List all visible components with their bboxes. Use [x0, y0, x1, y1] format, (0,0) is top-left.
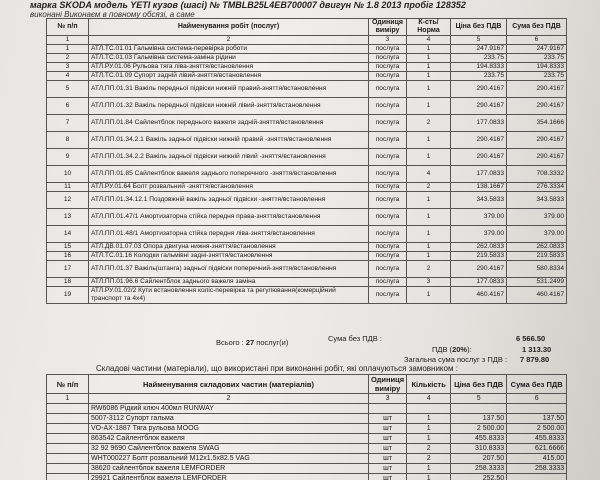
total-count: 27	[245, 338, 255, 347]
row-number: 2	[47, 54, 89, 63]
works-table	[46, 18, 567, 304]
row-name: АТЛ.ТС.01.16 Колодки гальмівні задні-зняття/встановлення	[89, 252, 369, 261]
row-name: АТЛ.РУ.01.64 Болт розвальний -зняття/встановлення	[89, 183, 369, 192]
colnum: 3	[369, 394, 407, 404]
parts-row	[47, 474, 567, 480]
works-colnum-row	[47, 36, 567, 45]
row-number: 17	[47, 261, 89, 278]
row-price: 177.0833	[451, 115, 507, 132]
works-row	[47, 278, 567, 287]
row-name: АТЛ.ПП.01.48/1 Амортизаторна стійка передня ліва-зняття/встановлення	[89, 226, 369, 243]
row-name: АТЛ.ПП.01.96.6 Сайлентблок заднього важеля заміна	[89, 278, 369, 287]
row-sum: 137.50	[507, 414, 567, 424]
row-number: 14	[47, 226, 89, 243]
sum-without-vat	[328, 334, 382, 343]
row-unit: послуга	[369, 63, 407, 72]
parts-col-header-qty: Кількість	[407, 375, 451, 394]
row-name: АТЛ.РУ.01.06 Рульова тяга ліва-зняття/встановлення	[89, 63, 369, 72]
row-price: 310.8333	[451, 444, 507, 454]
works-row	[47, 63, 567, 72]
works-row	[47, 226, 567, 243]
colnum: 5	[451, 36, 507, 45]
row-price	[451, 404, 507, 414]
row-name: 5007-3112 Супорт гальма	[89, 414, 369, 424]
works-row	[47, 115, 567, 132]
row-unit: послуга	[369, 81, 407, 98]
row-qty: 1	[407, 474, 451, 480]
works-row	[47, 81, 567, 98]
row-number: 19	[47, 287, 89, 304]
row-unit: послуга	[369, 115, 407, 132]
row-name: АТЛ.ТС.01.03 Гальмівна система-заміна рідини	[89, 54, 369, 63]
row-price: 290.4167	[451, 81, 507, 98]
row-unit: послуга	[369, 243, 407, 252]
row-qty: 2	[407, 261, 451, 278]
row-name: 29921 Сайлентблок важеля LEMFORDER	[89, 474, 369, 480]
row-sum: 290.4167	[507, 149, 567, 166]
row-qty: 1	[407, 252, 451, 261]
parts-row	[47, 454, 567, 464]
row-number: 1	[47, 45, 89, 54]
row-price: 207.50	[451, 454, 507, 464]
row-sum: 290.4167	[507, 81, 567, 98]
row-name: АТЛ.ПП.01.31 Важіль передньої підвіски нижній правий-зняття/встановлення	[89, 81, 369, 98]
row-qty: 2	[407, 115, 451, 132]
works-row	[47, 192, 567, 209]
grand-total-value	[520, 355, 549, 364]
row-unit: шт	[369, 414, 407, 424]
row-unit: шт	[369, 444, 407, 454]
row-price: 290.4167	[451, 261, 507, 278]
row-price: 137.50	[451, 414, 507, 424]
works-row	[47, 261, 567, 278]
row-name: АТЛ.ПП.01.85 Сайлентблок важеля заднього поперечного -зняття/встановлення	[89, 166, 369, 183]
col-header-sum: Сума без ПДВ	[507, 19, 567, 36]
parts-row	[47, 434, 567, 444]
row-price: 138.1667	[451, 183, 507, 192]
row-number	[47, 444, 89, 454]
row-qty: 3	[407, 278, 451, 287]
row-name: АТЛ.ТС.01.01 Гальмівна система-перевірка роботи	[89, 45, 369, 54]
row-qty	[407, 404, 451, 414]
total-label: Всього :	[216, 338, 244, 347]
row-number	[47, 414, 89, 424]
row-name: АТЛ.ПП.01.34.2.1 Важіль задньої підвіски нижній правий -зняття/встановлення	[89, 132, 369, 149]
row-number	[47, 464, 89, 474]
row-price: 258.3333	[451, 464, 507, 474]
works-row	[47, 149, 567, 166]
row-sum: 219.5833	[507, 252, 567, 261]
row-sum: 708.3332	[507, 166, 567, 183]
row-unit: послуга	[369, 72, 407, 81]
parts-col-header-unit: Одиниця виміру	[369, 375, 407, 394]
row-name: АТЛ.ПП.01.32 Важіль передньої підвіски нижній лівий-зняття/встановлення	[89, 98, 369, 115]
grand-value-text: 7 879.80	[520, 355, 550, 364]
works-row	[47, 252, 567, 261]
row-number: 15	[47, 243, 89, 252]
row-sum: 343.5833	[507, 192, 567, 209]
row-sum: 276.3334	[507, 183, 567, 192]
col-header-qty: К-сть/Норма	[407, 19, 451, 36]
row-number: 9	[47, 149, 89, 166]
row-name: АТЛ.РУ.01.02/2 Кути встановлення коліс-перевірка та регулювання(комерційний транспорт та 4х4)	[89, 287, 369, 304]
row-qty: 1	[407, 192, 451, 209]
row-price: 177.0833	[451, 166, 507, 183]
row-unit: послуга	[369, 45, 407, 54]
row-sum: 262.0833	[507, 243, 567, 252]
works-row	[47, 98, 567, 115]
sum-value	[516, 334, 545, 343]
works-row	[47, 287, 567, 304]
parts-body	[47, 404, 567, 480]
row-sum: 194.8333	[507, 63, 567, 72]
row-number: 13	[47, 209, 89, 226]
row-number	[47, 434, 89, 444]
row-price: 247.9167	[451, 45, 507, 54]
row-price: 290.4167	[451, 149, 507, 166]
row-price: 177.0833	[451, 278, 507, 287]
row-unit: послуга	[369, 209, 407, 226]
row-number: 12	[47, 192, 89, 209]
col-header-unit: Одиниця виміру	[369, 19, 407, 36]
parts-row	[47, 444, 567, 454]
sum-label: Сума без ПДВ :	[328, 334, 382, 343]
row-sum: 290.4167	[507, 132, 567, 149]
row-qty: 1	[407, 149, 451, 166]
row-number: 11	[47, 183, 89, 192]
vehicle-info-text: марка SKODA модель YETI кузов (шасі) № TMBLB25L4EB700007 двигун № 1.8 2013 пробіг 128352	[30, 0, 466, 10]
row-price: 252.50	[451, 474, 507, 480]
colnum: 6	[507, 36, 567, 45]
col-header-price: Ціна без ПДВ	[451, 19, 507, 36]
row-unit: послуга	[369, 149, 407, 166]
parts-table	[46, 374, 567, 480]
row-price: 262.0833	[451, 243, 507, 252]
row-qty: 1	[407, 226, 451, 243]
row-sum: 2 500.00	[507, 424, 567, 434]
parts-row	[47, 424, 567, 434]
row-name: АТЛ.ПП.01.47/1 Амортизаторна стійка передня права-зняття/встановлення	[89, 209, 369, 226]
row-price: 233.75	[451, 72, 507, 81]
row-price: 290.4167	[451, 98, 507, 115]
row-qty: 1	[407, 287, 451, 304]
row-qty: 1	[407, 45, 451, 54]
parts-section-title: Складові частини (матеріали), що використані при виконанні робіт, які оплачуються замовником :	[96, 364, 458, 373]
row-name: АТЛ.ПП.01.34.2.2 Важіль задньої підвіски нижній лівий -зняття/встановлення	[89, 149, 369, 166]
parts-row	[47, 464, 567, 474]
vat-rate: 20%	[452, 345, 468, 354]
row-unit: послуга	[369, 132, 407, 149]
works-row	[47, 45, 567, 54]
col-header-number: № п/п	[47, 19, 89, 36]
colnum: 4	[407, 36, 451, 45]
parts-colnum-row	[47, 394, 567, 404]
colnum: 2	[89, 394, 369, 404]
row-sum: 379.00	[507, 226, 567, 243]
parts-header-row	[47, 375, 567, 394]
row-price: 460.4167	[451, 287, 507, 304]
row-number: 10	[47, 166, 89, 183]
row-name: АТЛ.ДВ.01.07.03 Опора двигуна нижня-зняття/встановлення	[89, 243, 369, 252]
row-sum	[507, 404, 567, 414]
colnum: 2	[89, 36, 369, 45]
row-unit: послуга	[369, 98, 407, 115]
row-name: 32 92 9690 Сайлентблок важеля SWAG	[89, 444, 369, 454]
total-unit: послуг(и)	[256, 338, 289, 347]
row-unit: шт	[369, 454, 407, 464]
row-sum: 455.8333	[507, 434, 567, 444]
works-row	[47, 54, 567, 63]
works-row	[47, 209, 567, 226]
total-services	[216, 338, 288, 347]
row-sum	[507, 474, 567, 480]
row-sum: 258.3333	[507, 464, 567, 474]
colnum: 4	[407, 394, 451, 404]
row-price: 233.75	[451, 54, 507, 63]
row-qty: 2	[407, 454, 451, 464]
row-qty: 1	[407, 132, 451, 149]
row-name: 38620 сайлентблок важеля LEMFORDER	[89, 464, 369, 474]
row-unit: шт	[369, 474, 407, 480]
row-unit: послуга	[369, 278, 407, 287]
row-sum: 531.2499	[507, 278, 567, 287]
row-qty: 1	[407, 98, 451, 115]
row-sum: 460.4167	[507, 287, 567, 304]
row-number	[47, 404, 89, 414]
works-header-row	[47, 19, 567, 36]
parts-row	[47, 414, 567, 424]
row-price: 194.8333	[451, 63, 507, 72]
row-unit: шт	[369, 464, 407, 474]
vat-value	[522, 345, 551, 354]
colnum: 1	[47, 394, 89, 404]
row-unit: шт	[369, 424, 407, 434]
row-unit: послуга	[369, 226, 407, 243]
row-unit: послуга	[369, 54, 407, 63]
vat-value-text: 1 313.30	[522, 345, 552, 354]
parts-col-header-price: Ціна без ПДВ	[451, 375, 507, 394]
row-unit: послуга	[369, 192, 407, 209]
row-unit: послуга	[369, 287, 407, 304]
works-row	[47, 243, 567, 252]
row-name: АТЛ.ПП.01.37 Важіль(штанга) задньої підвіски поперечний-зняття/встановлення	[89, 261, 369, 278]
parts-col-header-sum: Сума без ПДВ	[507, 375, 567, 394]
row-sum: 379.00	[507, 209, 567, 226]
row-number	[47, 454, 89, 464]
colnum: 6	[507, 394, 567, 404]
row-name: VO-AX-1887 Тяга рульова MOOG	[89, 424, 369, 434]
row-unit: послуга	[369, 166, 407, 183]
row-sum: 354.1666	[507, 115, 567, 132]
row-price: 379.00	[451, 226, 507, 243]
row-unit: послуга	[369, 261, 407, 278]
colnum: 1	[47, 36, 89, 45]
row-price: 290.4167	[451, 132, 507, 149]
row-name: WHT000227 Болт розвальний M12x1.5x82.5 VAG	[89, 454, 369, 464]
row-price: 2 500.00	[451, 424, 507, 434]
row-unit: послуга	[369, 252, 407, 261]
sum-value-text: 6 566.50	[516, 334, 546, 343]
row-qty: 1	[407, 54, 451, 63]
row-sum: 233.75	[507, 54, 567, 63]
row-number: 18	[47, 278, 89, 287]
row-sum: 233.75	[507, 72, 567, 81]
parts-col-header-name: Найменування складових частин (матеріалів)	[89, 375, 369, 394]
row-number	[47, 474, 89, 480]
colnum: 3	[369, 36, 407, 45]
vat-line	[432, 345, 472, 354]
row-sum: 290.4167	[507, 98, 567, 115]
row-qty: 1	[407, 414, 451, 424]
row-price: 379.00	[451, 209, 507, 226]
row-qty: 1	[407, 72, 451, 81]
works-row	[47, 166, 567, 183]
works-row	[47, 72, 567, 81]
row-number: 16	[47, 252, 89, 261]
row-price: 219.5833	[451, 252, 507, 261]
row-unit: шт	[369, 434, 407, 444]
row-number: 3	[47, 63, 89, 72]
row-number	[47, 424, 89, 434]
row-price: 455.8333	[451, 434, 507, 444]
grand-total-line	[404, 355, 507, 364]
row-qty: 2	[407, 183, 451, 192]
vehicle-info-line	[30, 0, 466, 10]
row-sum: 580.8334	[507, 261, 567, 278]
vat-label: ПДВ (	[432, 345, 453, 354]
row-sum: 415.00	[507, 454, 567, 464]
row-qty: 1	[407, 424, 451, 434]
col-header-name: Найменування робіт (послуг)	[89, 19, 369, 36]
row-name: АТЛ.ТС.01.09 Супорт задній лівий-зняття/встановлення	[89, 72, 369, 81]
row-qty: 2	[407, 444, 451, 454]
row-unit	[369, 404, 407, 414]
row-qty: 1	[407, 464, 451, 474]
row-qty: 1	[407, 209, 451, 226]
row-number: 5	[47, 81, 89, 98]
grand-label: Загальна сума послуг з ПДВ :	[404, 355, 508, 364]
row-price: 343.5833	[451, 192, 507, 209]
row-sum: 621.6666	[507, 444, 567, 454]
row-name: RW6086 Рідкий ключ 400мл RUNWAY	[89, 404, 369, 414]
row-number: 4	[47, 72, 89, 81]
colnum: 5	[451, 394, 507, 404]
row-sum: 247.9167	[507, 45, 567, 54]
row-qty: 1	[407, 243, 451, 252]
works-row	[47, 183, 567, 192]
parts-col-header-number: № п/п	[47, 375, 89, 394]
row-number: 8	[47, 132, 89, 149]
row-name: АТЛ.ПП.01.34.12.1 Поздовжній важіль задньої підвіски -зняття/встановлення	[89, 192, 369, 209]
works-row	[47, 132, 567, 149]
row-qty: 1	[407, 434, 451, 444]
row-qty: 1	[407, 63, 451, 72]
works-body	[47, 45, 567, 304]
row-name: 863542 Сайлентблок важеля	[89, 434, 369, 444]
row-unit: послуга	[369, 183, 407, 192]
row-qty: 1	[407, 81, 451, 98]
vat-close: ):	[467, 345, 472, 354]
row-number: 6	[47, 98, 89, 115]
row-number: 7	[47, 115, 89, 132]
row-name: АТЛ.ПП.01.84 Сайлентблок переднього важеля задній-зняття/встановлення	[89, 115, 369, 132]
row-qty: 4	[407, 166, 451, 183]
works-intro-line: виконані Виконаєм в повному обсязі, а саме	[30, 10, 195, 19]
parts-row	[47, 404, 567, 414]
